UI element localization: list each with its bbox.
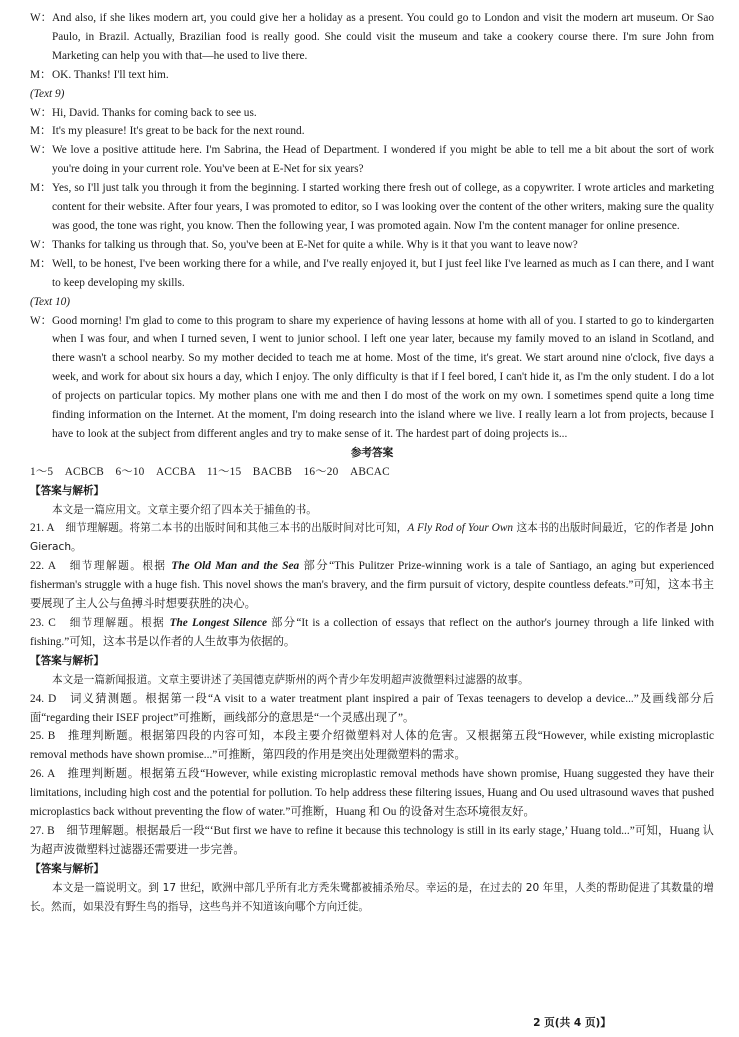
text-label: (Text 9) xyxy=(30,87,65,100)
page-footer: 2 页(共 4 页)】 xyxy=(533,1017,611,1029)
section-intro: 本文是一篇应用文。文章主要介绍了四本关于捕鱼的书。 xyxy=(52,503,317,516)
speaker-label: W： xyxy=(30,238,52,251)
explanation-text: 推理判断题。根据第五段“However, while existing microplastic removal methods have shown promise, Huang suggested they have their limitations, including high cost and the potential for pollution. To help address these filtering issues, Huang and Ou used ultrasound waves that pushed microplastics back without preventing the flow of water.”可推断，Huang 和 Ou 的设备对生态环境很友好。 xyxy=(30,768,714,819)
speaker-label: M： xyxy=(30,125,52,138)
speaker-label: M： xyxy=(30,257,52,270)
dialogue-line xyxy=(30,122,714,141)
dialogue-text: Thanks for talking us through that. So, you've been at E-Net for quite a while. Why is it that you want to leave now? xyxy=(52,238,578,251)
explanation-text: 细节理解题。根据最后一段“‘But first we have to refine it because this technology is still in its early stage,’ Huang told...”可知，Huang 认为超声波微塑料过滤器还需要进一步完善。 xyxy=(30,824,714,856)
dialogue-line xyxy=(30,9,714,66)
book-title: The Old Man and the Sea xyxy=(171,560,300,573)
explanation-item xyxy=(30,690,714,728)
section-heading: 【答案与解析】 xyxy=(30,862,105,875)
section-heading: 【答案与解析】 xyxy=(30,484,105,497)
explanation-item xyxy=(30,727,714,765)
speaker-label: M： xyxy=(30,68,52,81)
dialogue-text: And also, if she likes modern art, you could give her a holiday as a present. You could go to London and visit the modern art museum. Or Sao Paulo, in Brazil. Actually, Brazilian food is really good. She could visit the museum and take a cookery course there. I'm sure John from Marketing can help you with that—he used to live there. xyxy=(52,12,714,62)
explanation-item xyxy=(30,557,714,614)
speaker-label: W： xyxy=(30,12,52,24)
explanation-item xyxy=(30,822,714,860)
explanation-item xyxy=(30,519,714,557)
dialogue-line xyxy=(30,104,714,123)
dialogue-text: Hi, David. Thanks for coming back to see us. xyxy=(52,106,257,119)
answer-key: 1～5 ACBCB 6～10 ACCBA 11～15 BACBB 16～20 ABCAC xyxy=(30,465,390,478)
dialogue-text: It's my pleasure! It's great to be back for the next round. xyxy=(52,125,305,138)
explanation-text: 部分“It is a collection of essays that reflect on the author's journey through a life linked with fishing.”可知，这本书是以作者的人生故事为依据的。 xyxy=(30,617,714,648)
explanation-item xyxy=(30,614,714,652)
speaker-label: M： xyxy=(30,182,52,195)
dialogue-line xyxy=(30,141,714,179)
question-number: 21. A xyxy=(30,522,54,535)
section-intro: 本文是一篇新闻报道。文章主要讲述了美国德克萨斯州的两个青少年发明超声波微塑料过滤器的故事。 xyxy=(52,673,529,686)
dialogue-text: Good morning! I'm glad to come to this program to share my experience of having lessons at home with all of you. I started to go to kindergarten when I was four, and when I turned seven, I went to junior school. I left one year later, because my family moved to an island in Scotland, and there wasn't a school nearby. So my mother decided to teach me at home. Most of the time, it's great. We start around nine o'clock, five days a week, and work for about six hours a day, which I enjoy. The only difficulty is that if I feel bored, I can't hide it, as I'm the only student. I do a lot of projects on particular topics. My mother plans one with me and then I do most of the work on my own. I sometimes spend quite a long time finding information on the Internet. At the moment, I'm doing research into the island where we live. I really learn a lot from projects, because I have to look at the subject from different angles and try to make sense of it. The hardest part of doing projects is... xyxy=(52,314,714,440)
question-number: 24. D xyxy=(30,692,57,705)
text-label: (Text 10) xyxy=(30,295,71,308)
question-number: 22. A xyxy=(30,560,56,573)
book-title: A Fly Rod of Your Own xyxy=(407,522,514,535)
question-number: 25. B xyxy=(30,730,56,743)
book-title: The Longest Silence xyxy=(169,617,268,629)
explanation-text: 细节理解题。根据 xyxy=(69,617,170,629)
explanation-text: 推理判断题。根据第四段的内容可知，本段主要介绍微塑料对人体的危害。又根据第五段“However, while existing microplastic removal methods have shown promise...”可推断，第四段的作用是突出处理微塑料的需求。 xyxy=(30,730,714,762)
explanation-item xyxy=(30,765,714,822)
document-page xyxy=(30,9,714,917)
dialogue-text: Well, to be honest, I've been working there for a while, and I've really enjoyed it, but I just feel like I've learned as much as I can there, and I want to keep developing my skills. xyxy=(52,257,714,289)
dialogue-text: We love a positive attitude here. I'm Sabrina, the Head of Department. I wondered if you might be able to tell me a bit about the sort of work you're doing in your current role. You've been at E-Net for six years? xyxy=(52,144,714,176)
dialogue-line xyxy=(30,66,714,85)
answers-title: 参考答案 xyxy=(350,446,394,459)
explanation-text: 细节理解题。将第二本书的出版时间和其他三本书的出版时间对比可知， xyxy=(65,522,408,535)
dialogue-text: OK. Thanks! I'll text him. xyxy=(52,68,169,81)
question-number: 26. A xyxy=(30,768,55,781)
question-number: 27. B xyxy=(30,824,55,837)
dialogue-line xyxy=(30,312,714,444)
explanation-text: 细节理解题。根据 xyxy=(69,560,172,573)
dialogue-line xyxy=(30,255,714,293)
dialogue-line xyxy=(30,236,714,255)
question-number: 23. C xyxy=(30,617,56,629)
dialogue-text: Yes, so I'll just talk you through it from the beginning. I started working there fresh out of college, as a copywriter. I wrote articles and marketing content for their website. After four years, I was promoted to editor, so I was looking over the content of the other writers, making sure the quality was good, the tone was right, you know. Then the following year, I was promoted again. Now I'm the content manager for online presence. xyxy=(52,182,714,232)
speaker-label: W： xyxy=(30,314,52,327)
section-heading: 【答案与解析】 xyxy=(30,654,105,667)
speaker-label: W： xyxy=(30,106,52,119)
explanation-text: 部分“This Pulitzer Prize-winning work is a tale of Santiago, an aging but experienced fisherman's struggle with a huge fish. This novel shows the man's bravery, and the firm pursuit of victory, despite countless defeats.”可知，这本书主要展现了主人公与鱼搏斗时想要获胜的决心。 xyxy=(30,560,714,611)
explanation-text: 这本书的出版时间最近，它的作者是 John Gierach。 xyxy=(30,522,714,554)
dialogue-line xyxy=(30,179,714,236)
speaker-label: W： xyxy=(30,144,52,157)
section-intro: 本文是一篇说明文。到 17 世纪，欧洲中部几乎所有北方秃朱鹭都被捕杀殆尽。幸运的是，在过去的 20 年里，人类的帮助促进了其数量的增长。然而，如果没有野生鸟的指导，这些鸟并不知道该向哪个方向迁徙。 xyxy=(30,881,714,913)
explanation-text: 词义猜测题。根据第一段“A visit to a water treatment plant inspired a pair of Texas teenagers to develop a device...”及画线部分后面“regarding their ISEF project”可推断，画线部分的意思是“一个灵感出现了”。 xyxy=(30,692,714,724)
